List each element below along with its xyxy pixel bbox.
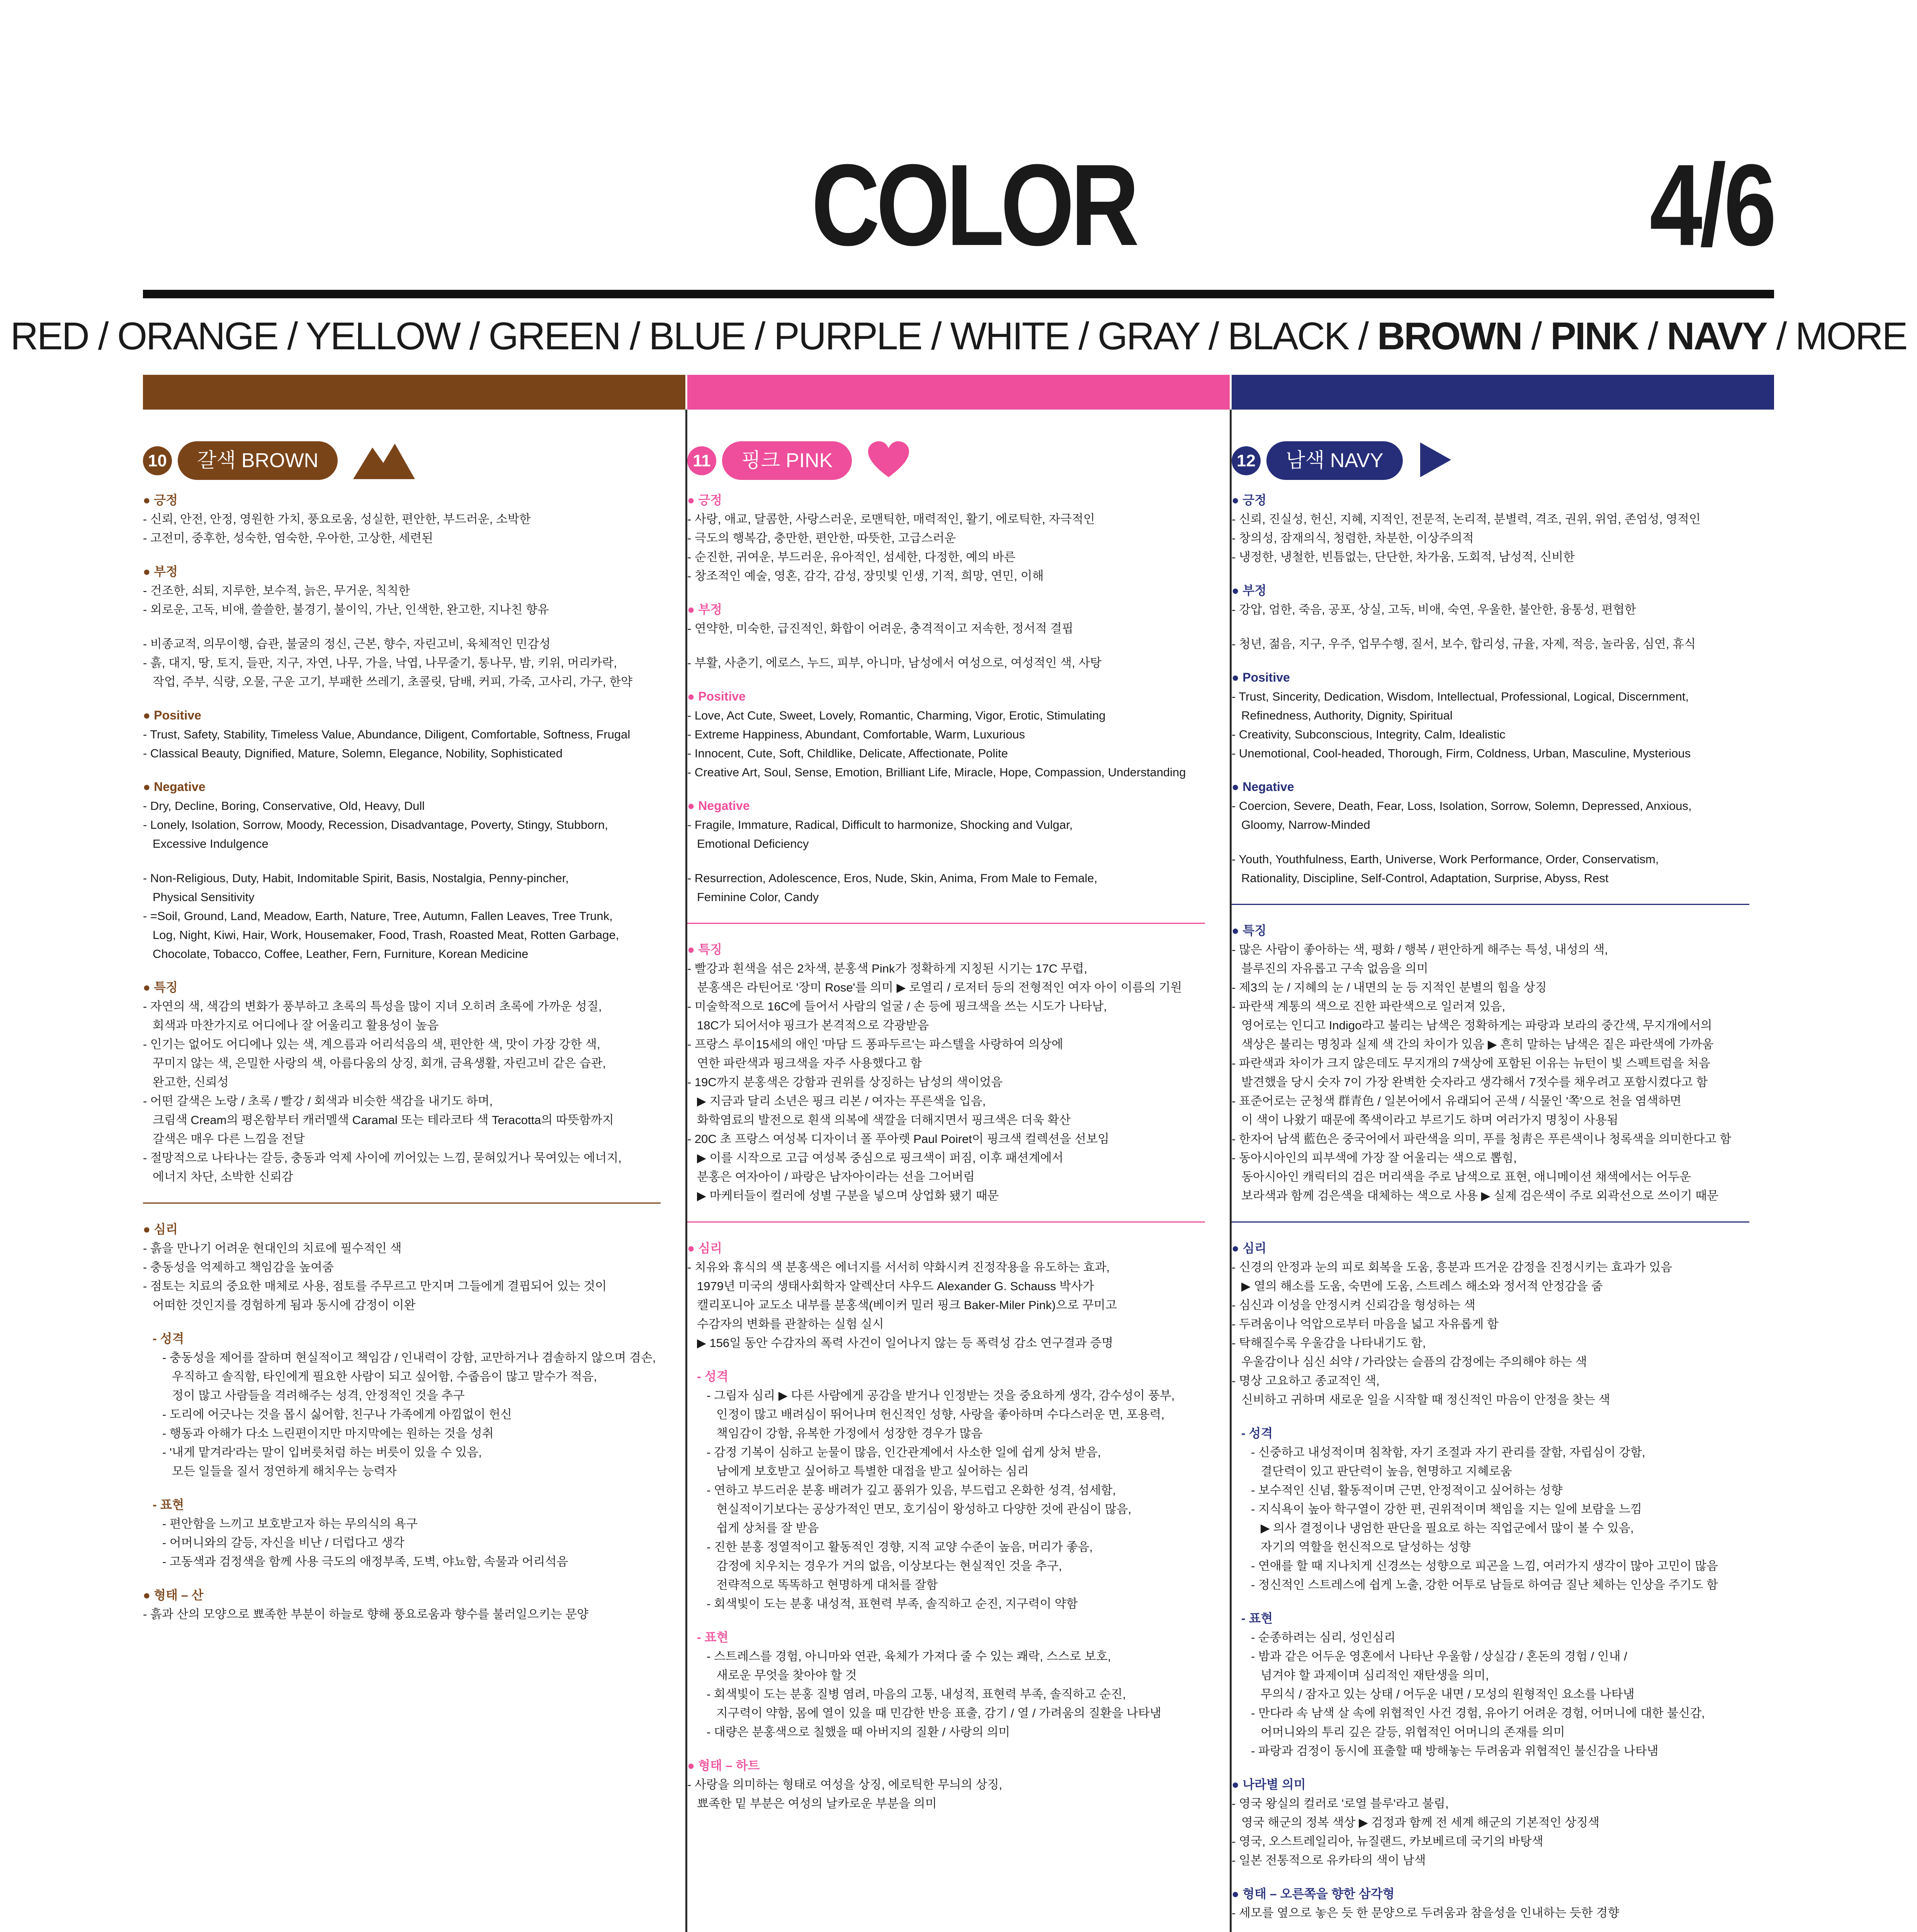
spacer xyxy=(687,853,1205,869)
text-line: - 진한 분홍 정열적이고 활동적인 경향, 지적 교양 수준이 높음, 머리가 좋음, xyxy=(707,1540,1093,1554)
text-line: 분홍색은 라틴어로 '장미 Rose'를 의미 ▶ 로열리 / 로저터 등의 전형적인 여자 아이 이름의 기원 xyxy=(697,981,1182,994)
text-line: - 청년, 젊음, 지구, 우주, 업무수행, 질서, 보수, 합리성, 규율, 자제, 적응, 놀라움, 심연, 휴식 xyxy=(1232,637,1696,651)
section-heading: ● 부정 xyxy=(687,602,722,616)
section-heading: ● 긍정 xyxy=(143,493,178,507)
spacer xyxy=(1232,834,1749,850)
text-line: Log, Night, Kiwi, Hair, Work, Housemaker, Food, Trash, Roasted Meat, Rotten Garbage, xyxy=(153,928,619,942)
brown-title-badge xyxy=(143,440,664,483)
text-line: 갈색은 매우 다른 느낌을 전달 xyxy=(153,1132,305,1146)
text-line: - 도리에 어긋나는 것을 몹시 싫어함, 친구나 가족에게 아낌없이 헌신 xyxy=(162,1408,512,1421)
text-line: - 영국, 오스트레일리아, 뉴질랜드, 카보베르데 국기의 바탕색 xyxy=(1232,1835,1543,1848)
section-heading: - 표현 xyxy=(153,1498,184,1512)
text-line: - 어떤 갈색은 노랑 / 초록 / 빨강 / 회색과 비슷한 색감을 내기도 하며, xyxy=(143,1094,493,1108)
text-line: ▶ 지금과 달리 소년은 핑크 리본 / 여자는 푸른색을 입음, xyxy=(697,1094,986,1108)
text-line: - 편안함을 느끼고 보호받고자 하는 무의식의 욕구 xyxy=(162,1517,418,1531)
text-line: - 동아시아인의 피부색에 가장 잘 어울리는 색으로 뽑힘, xyxy=(1232,1151,1517,1165)
text-line: - 흙을 만나기 어려운 현대인의 치료에 필수적인 색 xyxy=(143,1242,402,1255)
section-heading: ● 특징 xyxy=(1232,923,1267,937)
section-heading: ● Positive xyxy=(687,689,746,703)
text-line: - 부활, 사춘기, 에로스, 누드, 피부, 아니마, 남성에서 여성으로, 여성적인 색, 사탕 xyxy=(687,656,1102,670)
text-line: 동아시아인 캐릭터의 검은 머리색을 주로 남색으로 표현, 애니메이션 채색에서는 어두운 xyxy=(1241,1170,1691,1184)
pink-name-pill: 핑크 PINK xyxy=(722,441,852,480)
text-line: - Trust, Safety, Stability, Timeless Value, Abundance, Diligent, Comfortable, Softness, Frugal xyxy=(143,728,631,741)
text-line: - 흙, 대지, 땅, 토지, 들판, 지구, 자연, 나무, 가을, 낙엽, 나무줄기, 통나무, 밤, 키위, 머리카락, xyxy=(143,656,617,670)
nav-separator: / xyxy=(921,315,950,358)
text-line: - 대량은 분홍색으로 칠했을 때 아버지의 질환 / 사랑의 의미 xyxy=(707,1725,1010,1739)
section-heading: ● 특징 xyxy=(687,942,722,956)
pink-section-divider xyxy=(687,923,1205,924)
text-line: - Love, Act Cute, Sweet, Lovely, Romantic, Charming, Vigor, Erotic, Stimulating xyxy=(687,709,1106,722)
heart-icon xyxy=(867,440,910,481)
text-line: - 영국 왕실의 컬러로 '로열 블루'라고 불림, xyxy=(1232,1797,1449,1810)
nav-separator: / xyxy=(88,315,117,358)
section-heading: ● 형태 – 오른쪽을 향한 삼각형 xyxy=(1232,1887,1395,1901)
nav-item-red[interactable]: RED xyxy=(10,315,88,358)
text-line: - Fragile, Immature, Radical, Difficult to harmonize, Shocking and Vulgar, xyxy=(687,818,1073,832)
text-line: Emotional Deficiency xyxy=(697,837,809,850)
text-line: Refinedness, Authority, Dignity, Spiritual xyxy=(1241,709,1453,722)
text-line: - 파란색과 차이가 크지 않은데도 무지개의 7색상에 포함된 이유는 뉴턴이 빛 스펙트럼을 처음 xyxy=(1232,1056,1710,1070)
text-line: ▶ 열의 해소를 도움, 숙면에 도움, 스트레스 해소와 정서적 안정감을 줌 xyxy=(1241,1279,1603,1293)
text-line: Feminine Color, Candy xyxy=(697,890,819,904)
text-line: - 표준어로는 군청색 群青色 / 일본어에서 유래되어 곤색 / 식물인 '쪽'으로 천을 염색하면 xyxy=(1232,1094,1682,1108)
section-heading: ● 심리 xyxy=(143,1222,178,1236)
text-line: Rationality, Discipline, Self-Control, Adaptation, Surprise, Abyss, Rest xyxy=(1241,871,1609,885)
text-line: 무의식 / 잠자고 있는 상태 / 어두운 내면 / 모성의 원형적인 요소를 나타냄 xyxy=(1261,1687,1635,1701)
text-line: 쉽게 상처를 잘 받음 xyxy=(716,1521,819,1535)
text-line: 색상은 불리는 명칭과 실제 색 간의 차이가 있음 ▶ 흔히 말하는 남색은 짙은 파란색에 가까움 xyxy=(1241,1037,1714,1051)
nav-separator: / xyxy=(1638,315,1667,358)
text-line: - Resurrection, Adolescence, Eros, Nude, Skin, Anima, From Male to Female, xyxy=(687,871,1098,885)
section-heading: - 표현 xyxy=(697,1630,729,1644)
text-line: - 점토는 치료의 중요한 매체로 사용, 점토를 주무르고 만지며 그들에게 결핍되어 있는 것이 xyxy=(143,1279,607,1293)
nav-item-more[interactable]: MORE xyxy=(1795,315,1907,358)
text-line: - 순진한, 귀여운, 부드러운, 유아적인, 섬세한, 다정한, 예의 바른 xyxy=(687,550,1016,564)
brown-number-badge: 10 xyxy=(143,446,172,475)
nav-item-green[interactable]: GREEN xyxy=(488,315,620,358)
text-line: - Creative Art, Soul, Sense, Emotion, Brilliant Life, Miracle, Hope, Compassion, Understanding xyxy=(687,765,1186,779)
text-line: - 스트레스를 경험, 아니마와 연관, 육체가 가져다 줄 수 있는 쾌락, 스스로 보호, xyxy=(707,1650,1111,1663)
text-line: 캘리포니아 교도소 내부를 분홍색(베이커 밀러 핑크 Baker-Miler Pink)으로 꾸미고 xyxy=(697,1298,1117,1312)
text-line: 현실적이기보다는 공상가적인 면모, 호기심이 왕성하고 다양한 것에 관심이 많음, xyxy=(716,1502,1132,1516)
nav-item-blue[interactable]: BLUE xyxy=(649,315,745,358)
text-line: 분홍은 여자아이 / 파랑은 남자아이라는 선을 그어버림 xyxy=(697,1170,975,1184)
text-line: - 창조적인 예술, 영혼, 감각, 감성, 장밋빛 인생, 기적, 희망, 연민, 이해 xyxy=(687,569,1044,583)
pink-number-badge: 11 xyxy=(687,446,716,475)
text-line: - 비종교적, 의무이행, 습관, 불굴의 정신, 근본, 향수, 자린고비, 육체적인 민감성 xyxy=(143,637,551,651)
text-line: - Creativity, Subconscious, Integrity, Calm, Idealistic xyxy=(1232,728,1506,741)
navy-color-bar xyxy=(1232,375,1774,410)
navy-title-badge xyxy=(1232,440,1753,483)
pink-color-bar xyxy=(687,375,1230,410)
nav-item-brown[interactable]: BROWN xyxy=(1377,315,1522,358)
navy-section-divider xyxy=(1232,904,1749,905)
text-line: 결단력이 있고 판단력이 높음, 현명하고 지혜로움 xyxy=(1261,1464,1512,1478)
nav-separator: / xyxy=(1069,315,1098,358)
text-line: - 충동성을 억제하고 책임감을 높여줌 xyxy=(143,1260,334,1274)
spacer xyxy=(143,853,661,869)
page-title: COLOR xyxy=(811,140,1136,270)
text-line: - 탁해질수록 우울감을 나타내기도 함, xyxy=(1232,1336,1426,1350)
nav-separator: / xyxy=(1766,315,1796,358)
text-line: 꾸미지 않는 색, 은밀한 사랑의 색, 아름다움의 상징, 회개, 금욕생활, 자린고비 같은 습관, xyxy=(153,1056,606,1070)
nav-separator: / xyxy=(1521,315,1551,358)
text-line: 크림색 Cream의 평온함부터 캐러멜색 Caramal 또는 테라코타 색 Teracotta의 따뜻함까지 xyxy=(153,1113,614,1127)
page-number: 4/6 xyxy=(1649,140,1774,270)
nav-item-black[interactable]: BLACK xyxy=(1227,315,1349,358)
text-line: 영어로는 인디고 Indigo라고 불리는 남색은 정확하게는 파랑과 보라의 중간색, 무지개에서의 xyxy=(1241,1019,1712,1032)
text-line: - 파랑과 검정이 동시에 표출할 때 방해놓는 두려움과 위협적인 불신감을 나타냄 xyxy=(1251,1744,1659,1758)
text-line: - Innocent, Cute, Soft, Childlike, Delicate, Affectionate, Polite xyxy=(687,747,1008,760)
text-line: - 외로운, 고독, 비애, 쓸쓸한, 불경기, 불이익, 가난, 인색한, 완고한, 지나친 향유 xyxy=(143,603,549,616)
text-line: 18C가 되어서야 핑크가 본격적으로 각광받음 xyxy=(697,1019,929,1032)
text-line: 화학염료의 발전으로 흰색 의복에 색깔을 더해지면서 핑크색은 더욱 확산 xyxy=(697,1113,1071,1127)
text-line: - 사랑을 의미하는 형태로 여성을 상징, 에로틱한 무늬의 상징, xyxy=(687,1778,1003,1791)
nav-separator: / xyxy=(745,315,774,358)
text-line: - 밤과 같은 어두운 영혼에서 나타난 우울함 / 상실감 / 혼돈의 경험 / 인내 / xyxy=(1251,1650,1627,1663)
text-line: - 한자어 남색 藍色은 중국어에서 파란색을 의미, 푸를 청靑은 푸른색이나 청록색을 의미한다고 함 xyxy=(1232,1132,1732,1146)
text-line: - 정신적인 스트레스에 쉽게 노출, 강한 어투로 남들로 하여금 질난 체하는 인상을 주기도 함 xyxy=(1251,1578,1718,1592)
text-line: - Lonely, Isolation, Sorrow, Moody, Recession, Disadvantage, Poverty, Stingy, Stubborn, xyxy=(143,818,608,832)
text-line: - 그림자 심리 ▶ 다른 사람에게 공감을 받거나 인정받는 것을 중요하게 생각, 감수성이 풍부, xyxy=(707,1389,1175,1402)
section-heading: ● Negative xyxy=(687,799,750,813)
text-line: 어머니와의 투리 깊은 갈등, 위협적인 어머니의 존재를 의미 xyxy=(1261,1725,1565,1739)
nav-separator: / xyxy=(1348,315,1377,358)
text-line: 뾰족한 밑 부분은 여성의 날카로운 부분을 의미 xyxy=(697,1797,937,1810)
text-line: 인정이 많고 배려심이 뛰어나며 헌신적인 성향, 사랑을 좋아하며 수다스러운 면, 포용력, xyxy=(716,1408,1165,1421)
text-line: 회색과 마찬가지로 어디에나 잘 어울리고 활용성이 높음 xyxy=(153,1019,439,1032)
section-heading: ● Positive xyxy=(143,708,201,722)
nav-separator: / xyxy=(1199,315,1228,358)
text-line: - 냉정한, 냉철한, 빈틈없는, 단단한, 차가움, 도회적, 남성적, 신비한 xyxy=(1232,550,1575,564)
text-line: ▶ 156일 동안 수감자의 폭력 사건이 일어나지 않는 등 폭력성 감소 연구결과 증명 xyxy=(697,1336,1113,1350)
text-line: 남에게 보호받고 싶어하고 특별한 대접을 받고 싶어하는 심리 xyxy=(716,1464,1029,1478)
text-line: 에너지 차단, 소박한 신뢰감 xyxy=(153,1170,293,1184)
text-line: - 연하고 부드러운 분홍 배려가 깊고 품위가 있음, 부드럽고 온화한 성격, 섬세함, xyxy=(707,1483,1116,1497)
text-line: - 연약한, 미숙한, 급진적인, 화합이 어려운, 충격적이고 저속한, 정서적 결핍 xyxy=(687,622,1074,635)
text-line: ▶ 의사 결정이나 냉엄한 판단을 필요로 하는 직업군에서 많이 볼 수 있음, xyxy=(1261,1521,1634,1535)
nav-item-pink[interactable]: PINK xyxy=(1550,315,1638,358)
text-line: 우직하고 솔직함, 타인에게 필요한 사람이 되고 싶어함, 수줍음이 많고 말수가 적음, xyxy=(172,1370,597,1383)
brown-content xyxy=(143,491,661,1624)
text-line: - 프랑스 루이15세의 애인 '마담 드 퐁파두르'는 파스텔을 사랑하여 의상에 xyxy=(687,1037,1063,1051)
text-line: 완고한, 신뢰성 xyxy=(153,1075,229,1089)
section-heading: - 표현 xyxy=(1241,1611,1273,1625)
text-line: - 신경의 안정과 눈의 피로 회복을 도움, 흥분과 뜨거운 감정을 진정시키는 효과가 있음 xyxy=(1232,1260,1672,1274)
text-line: - 세모를 옆으로 놓은 듯 한 문양으로 두려움과 참을성을 인내하는 듯한 경향 xyxy=(1232,1906,1620,1920)
text-line: 영국 해군의 정복 색상 ▶ 검정과 함께 전 세계 해군의 기본적인 상징색 xyxy=(1241,1816,1600,1829)
text-line: - 연애를 할 때 지나치게 신경쓰는 성향으로 피곤을 느낌, 여러가지 생각이 많아 고민이 많음 xyxy=(1251,1559,1718,1573)
text-line: - 미술학적으로 16C에 들어서 사람의 얼굴 / 손 등에 핑크색을 쓰는 시도가 나타남, xyxy=(687,1000,1107,1013)
text-line: - 신뢰, 진실성, 헌신, 지혜, 지적인, 전문적, 논리적, 분별력, 격조, 권위, 위엄, 존엄성, 영적인 xyxy=(1232,512,1701,526)
text-line: - 회색빛이 도는 분홍 질병 염려, 마음의 고통, 내성적, 표현력 부족, 솔직하고 순진, xyxy=(707,1687,1126,1701)
text-line: - 극도의 행복감, 충만한, 편안한, 따뜻한, 고급스러운 xyxy=(687,531,956,545)
text-line: - Dry, Decline, Boring, Conservative, Old, Heavy, Dull xyxy=(143,799,425,813)
section-heading: ● Negative xyxy=(143,780,206,794)
section-heading: - 성격 xyxy=(697,1369,729,1383)
text-line: - 명상 고요하고 종교적인 색, xyxy=(1232,1374,1380,1388)
brown-name-pill: 갈색 BROWN xyxy=(178,441,338,480)
spacer xyxy=(1232,619,1749,634)
text-line: - 치유와 휴식의 색 분홍색은 에너지를 서서히 약화시켜 진정작용을 유도하는 효과, xyxy=(687,1260,1110,1274)
spacer xyxy=(687,638,1205,653)
text-line: 전략적으로 똑똑하고 현명하게 대처를 잘함 xyxy=(716,1578,938,1592)
text-line: 연한 파란색과 핑크색을 자주 사용했다고 함 xyxy=(697,1056,922,1070)
navy-content xyxy=(1232,491,1749,1922)
brown-color-bar xyxy=(143,375,685,410)
pink-title-badge xyxy=(687,440,1209,483)
text-line: - 절망적으로 나타나는 갈등, 충동과 억제 사이에 끼어있는 느낌, 묻혀있거나 묵여있는 에너지, xyxy=(143,1151,622,1165)
text-line: - 자연의 색, 색감의 변화가 풍부하고 초록의 특성을 많이 지녀 오히려 초록에 가까운 성질, xyxy=(143,1000,602,1013)
text-line: - 심신과 이성을 안정시켜 신뢰감을 형성하는 색 xyxy=(1232,1298,1475,1312)
nav-separator: / xyxy=(620,315,649,358)
text-line: 수감자의 변화를 관찰하는 실험 실시 xyxy=(697,1317,884,1331)
text-line: - 보수적인 신념, 활동적이며 근면, 안정적이고 싶어하는 성향 xyxy=(1251,1483,1563,1497)
mountain-icon xyxy=(353,440,415,481)
section-heading: - 성격 xyxy=(153,1332,184,1345)
section-heading: ● 나라별 의미 xyxy=(1232,1777,1306,1791)
navy-number-badge: 12 xyxy=(1232,446,1261,475)
text-line: - 지식욕이 높아 학구열이 강한 편, 권위적이며 책임을 지는 일에 보람을 느낌 xyxy=(1251,1502,1642,1516)
text-line: - Coercion, Severe, Death, Fear, Loss, Isolation, Sorrow, Solemn, Depressed, Anxious, xyxy=(1232,799,1692,813)
brown-section-divider xyxy=(143,1202,661,1204)
nav-item-navy[interactable]: NAVY xyxy=(1667,315,1767,358)
section-heading: - 성격 xyxy=(1241,1426,1273,1440)
text-line: 책임감이 강함, 유복한 가정에서 성장한 경우가 많음 xyxy=(716,1427,983,1440)
nav-separator: / xyxy=(277,315,306,358)
text-line: - 건조한, 쇠퇴, 지루한, 보수적, 늙은, 무거운, 칙칙한 xyxy=(143,584,410,597)
section-heading: ● Positive xyxy=(1232,670,1290,684)
text-line: - Extreme Happiness, Abundant, Comfortable, Warm, Luxurious xyxy=(687,728,1025,741)
text-line: ▶ 이를 시작으로 고급 여성복 중심으로 핑크색이 퍼짐, 이후 패션계에서 xyxy=(697,1151,1064,1165)
nav-item-gray[interactable]: GRAY xyxy=(1098,315,1199,358)
text-line: - 창의성, 잠재의식, 청렴한, 차분한, 이상주의적 xyxy=(1232,531,1474,545)
text-line: - Trust, Sincerity, Dedication, Wisdom, Intellectual, Professional, Logical, Discernment, xyxy=(1232,690,1689,703)
text-line: - 만다라 속 남색 살 속에 위협적인 사건 경험, 유아기 어려운 경험, 어머니에 대한 불신감, xyxy=(1251,1706,1705,1720)
text-line: 발견했을 당시 숫자 7이 가장 완벽한 숫자라고 생각해서 7젓수를 채우려고 포함시켰다고 함 xyxy=(1241,1075,1708,1089)
text-line: 우울감이나 심신 쇠약 / 가라앉는 슬픔의 감정에는 주의해야 하는 색 xyxy=(1241,1355,1587,1369)
pink-section-divider xyxy=(687,1221,1205,1223)
text-line: - 신뢰, 안전, 안정, 영원한 가치, 풍요로움, 성실한, 편안한, 부드러운, 소박한 xyxy=(143,512,531,526)
text-line: - 사랑, 애교, 달콤한, 사랑스러운, 로맨틱한, 매력적인, 활기, 에로틱한, 자극적인 xyxy=(687,512,1095,526)
text-line: - 신중하고 내성적이며 침착함, 자기 조절과 자기 관리를 잘함, 자립심이 강함, xyxy=(1251,1446,1645,1459)
text-line: - =Soil, Ground, Land, Meadow, Earth, Nature, Tree, Autumn, Fallen Leaves, Tree Trunk, xyxy=(143,909,613,923)
text-line: 블루진의 자유롭고 구속 없음을 의미 xyxy=(1241,962,1428,975)
text-line: - 행동과 아해가 다소 느린편이지만 마지막에는 원하는 것을 성취 xyxy=(162,1427,494,1440)
nav-item-purple[interactable]: PURPLE xyxy=(774,315,922,358)
text-line: Chocolate, Tobacco, Coffee, Leather, Fern, Furniture, Korean Medicine xyxy=(153,947,529,961)
text-line: 새로운 무엇을 찾아야 할 것 xyxy=(716,1668,857,1682)
text-line: 이 색이 나왔기 때문에 쪽색이라고 부르기도 하며 여러가지 명칭이 사용됨 xyxy=(1241,1113,1618,1127)
text-line: - 인기는 없어도 어디에나 있는 색, 계으름과 어리석음의 색, 편안한 색, 맛이 가장 강한 색, xyxy=(143,1037,600,1051)
text-line: 지구력이 약함, 몸에 열이 있을 때 민감한 반응 표출, 감기 / 열 / 가려움의 질환을 나타냄 xyxy=(716,1706,1161,1720)
text-line: - 고전미, 중후한, 성숙한, 염숙한, 우아한, 고상한, 세련된 xyxy=(143,531,433,545)
section-heading: ● 긍정 xyxy=(687,493,722,507)
text-line: - 감정 기복이 심하고 눈물이 많음, 인간관계에서 사소한 일에 쉽게 상처 받음, xyxy=(707,1446,1101,1459)
text-line: - 파란색 계통의 색으로 진한 파란색으로 일러져 있음, xyxy=(1232,1000,1506,1013)
text-line: - 고동색과 검정색을 함께 사용 극도의 애정부족, 도벽, 야뇨함, 속물과 어리석음 xyxy=(162,1555,568,1568)
text-line: 1979년 미국의 생태사회학자 알렉산더 샤우드 Alexander G. Schauss 박사가 xyxy=(697,1279,1094,1293)
text-line: - 두려움이나 억압으로부터 마음을 넓고 자유롭게 함 xyxy=(1232,1317,1499,1331)
text-line: - 일본 전통적으로 유카타의 색이 남색 xyxy=(1232,1854,1426,1867)
text-line: - 흙과 산의 모양으로 뾰족한 부분이 하늘로 향해 풍요로움과 향수를 불러일으키는 문양 xyxy=(143,1607,589,1621)
color-nav xyxy=(0,309,1917,363)
pink-content xyxy=(687,491,1205,1813)
text-line: - 많은 사람이 좋아하는 색, 평화 / 행복 / 편안하게 해주는 특성, 내성의 색, xyxy=(1232,943,1608,956)
nav-separator: / xyxy=(460,315,489,358)
text-line: - 19C까지 분홍색은 강함과 권위를 상징하는 남성의 색이었음 xyxy=(687,1075,1003,1089)
text-line: ▶ 마케터들이 컬러에 성별 구분을 넣으며 상업화 됐기 때문 xyxy=(697,1189,999,1202)
text-line: - 어머니와의 갈등, 자신을 비난 / 더럽다고 생각 xyxy=(162,1536,404,1549)
text-line: - Non-Religious, Duty, Habit, Indomitable Spirit, Basis, Nostalgia, Penny-pincher, xyxy=(143,871,569,885)
text-line: Gloomy, Narrow-Minded xyxy=(1241,818,1370,832)
triangle-right-icon xyxy=(1418,440,1453,481)
text-line: - 순종하려는 심리, 성인심리 xyxy=(1251,1631,1396,1644)
section-heading: ● 긍정 xyxy=(1232,493,1267,507)
nav-item-orange[interactable]: ORANGE xyxy=(117,315,278,358)
text-line: - '내게 맡겨라'라는 말이 입버릇처럼 하는 버릇이 있을 수 있음, xyxy=(162,1446,482,1459)
text-line: 어떠한 것인지를 경험하게 됨과 동시에 감정이 이완 xyxy=(153,1298,416,1312)
section-heading: ● 심리 xyxy=(1232,1241,1267,1255)
navy-name-pill: 남색 NAVY xyxy=(1266,441,1403,480)
text-line: 모든 일들을 질서 정연하게 해치우는 능력자 xyxy=(172,1464,397,1478)
text-line: 넘겨야 할 과제이며 심리적인 재탄생을 의미, xyxy=(1261,1668,1489,1682)
section-heading: ● 부정 xyxy=(143,565,178,578)
text-line: - 강압, 엄한, 죽음, 공포, 상실, 고독, 비애, 숙연, 우울한, 불안한, 융통성, 편협한 xyxy=(1232,603,1636,616)
nav-item-yellow[interactable]: YELLOW xyxy=(306,315,460,358)
text-line: - 제3의 눈 / 지혜의 눈 / 내면의 눈 등 지적인 분별의 힘을 상징 xyxy=(1232,981,1547,994)
text-line: 정이 많고 사람들을 격려해주는 성격, 안정적인 것을 추구 xyxy=(172,1389,465,1402)
text-line: - Classical Beauty, Dignified, Mature, Solemn, Elegance, Nobility, Sophisticated xyxy=(143,747,563,760)
text-line: Excessive Indulgence xyxy=(153,837,269,850)
text-line: 신비하고 귀하며 새로운 일을 시작할 때 정신적인 마음이 안정을 찾는 색 xyxy=(1241,1393,1610,1406)
section-heading: ● 부정 xyxy=(1232,583,1267,597)
page-header xyxy=(0,140,1917,270)
spacer xyxy=(143,619,661,634)
nav-item-white[interactable]: WHITE xyxy=(950,315,1069,358)
text-line: - 충동성을 제어를 잘하며 현실적이고 책임감 / 인내력이 강함, 교만하거나 겸솔하지 않으며 겸손, xyxy=(162,1351,656,1364)
text-line: 보라색과 함께 검은색을 대체하는 색으로 사용 ▶ 실제 검은색이 주로 외곽선으로 쓰이기 때문 xyxy=(1241,1189,1719,1202)
text-line: - Unemotional, Cool-headed, Thorough, Firm, Coldness, Urban, Masculine, Mysterious xyxy=(1232,747,1691,760)
section-heading: ● 심리 xyxy=(687,1241,722,1255)
text-line: 자기의 역할을 헌신적으로 달성하는 성향 xyxy=(1261,1540,1471,1554)
section-heading: ● 특징 xyxy=(143,980,178,994)
text-line: - 20C 초 프랑스 여성복 디자이너 폴 푸아렛 Paul Poiret이 핑크색 컬렉션을 선보임 xyxy=(687,1132,1110,1146)
section-heading: ● Negative xyxy=(1232,780,1294,794)
text-line: - Youth, Youthfulness, Earth, Universe, Work Performance, Order, Conservatism, xyxy=(1232,852,1659,866)
section-heading: ● 형태 – 하트 xyxy=(687,1759,760,1772)
navy-section-divider xyxy=(1232,1221,1749,1223)
header-rule xyxy=(143,290,1774,298)
text-line: Physical Sensitivity xyxy=(153,890,255,904)
text-line: - 빨강과 흰색을 섞은 2차색, 분홍색 Pink가 정확하게 지칭된 시기는 17C 무렵, xyxy=(687,962,1088,975)
text-line: 작업, 주부, 식량, 오물, 구운 고기, 부패한 쓰레기, 초콜릿, 담배, 커피, 가죽, 고사리, 가구, 한약 xyxy=(153,675,633,689)
section-heading: ● 형태 – 산 xyxy=(143,1588,204,1602)
text-line: 감정에 치우치는 경우가 거의 없음, 이상보다는 현실적인 것을 추구, xyxy=(716,1559,1062,1573)
text-line: - 회색빛이 도는 분홍 내성적, 표현력 부족, 솔직하고 순진, 지구력이 약함 xyxy=(707,1597,1078,1611)
